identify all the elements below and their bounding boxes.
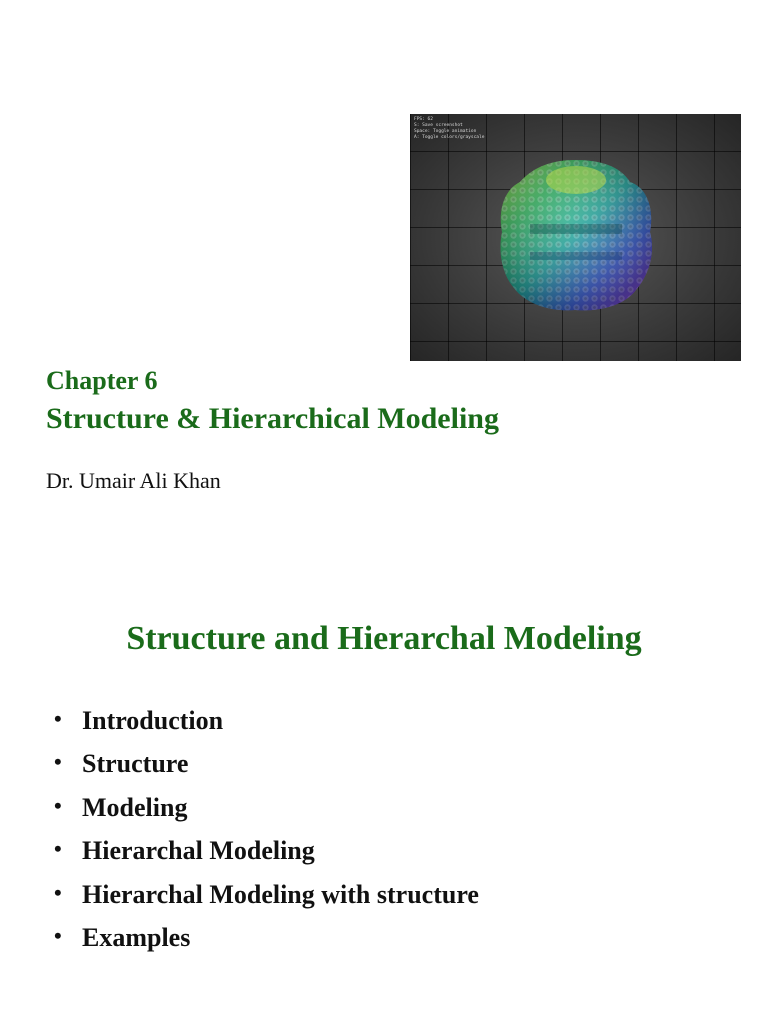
bullet-icon: •: [54, 792, 62, 818]
list-item-text: Hierarchal Modeling with structure: [82, 879, 479, 909]
bullet-icon: •: [54, 706, 62, 731]
list-item-text: Hierarchal Modeling: [82, 836, 315, 866]
bullet-icon: •: [54, 836, 62, 862]
author-name: Dr. Umair Ali Khan: [46, 468, 221, 493]
slide-title: Structure and Hierarchal Modeling: [126, 620, 642, 657]
hud-line: FPS: 62: [414, 117, 433, 122]
list-item-text: Examples: [82, 922, 191, 952]
hud-line: S: Save screenshot: [414, 123, 463, 128]
bullet-icon: •: [54, 749, 62, 775]
list-item-text: Modeling: [82, 792, 188, 822]
bullet-icon: •: [54, 922, 62, 948]
render-hud-text: [414, 117, 484, 141]
chapter-label: Chapter 6: [46, 366, 158, 395]
list-item-text: Introduction: [82, 706, 224, 735]
hud-line: A: Toggle colors/grayscale: [414, 135, 485, 140]
list-item-text: Structure: [82, 749, 189, 779]
chapter-title: Structure & Hierarchical Modeling: [46, 402, 499, 435]
bullet-icon: •: [54, 879, 62, 905]
hud-line: Space: Toggle animation: [414, 129, 477, 134]
fractal-render-graphic: [410, 114, 741, 361]
fractal-body: [501, 160, 653, 310]
fractal-render-image: [410, 114, 741, 361]
